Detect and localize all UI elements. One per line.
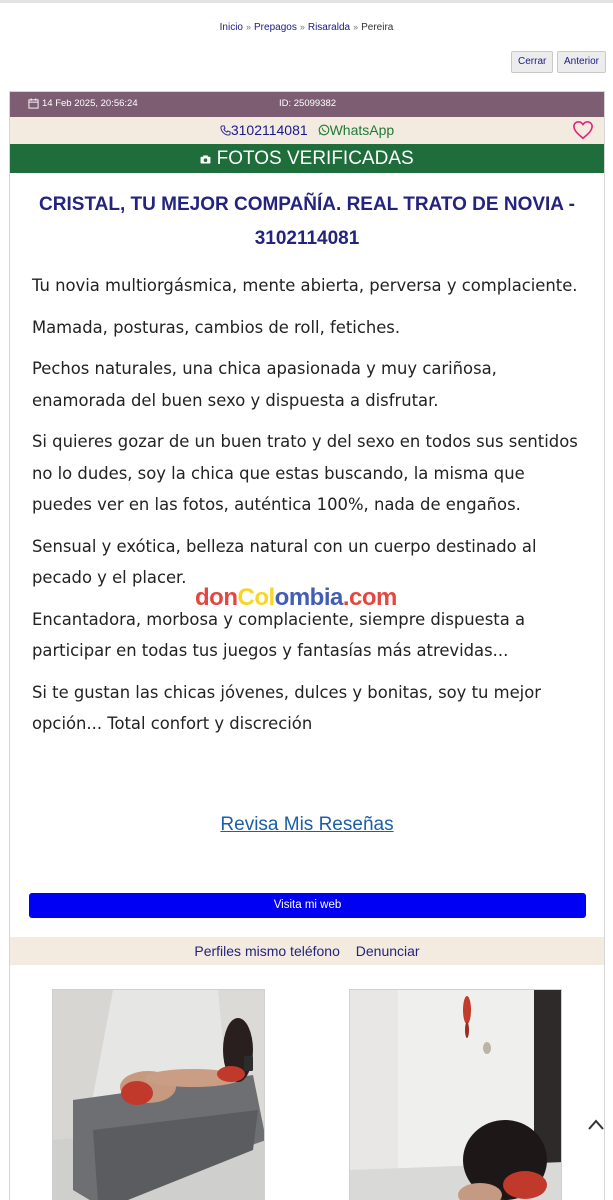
chevron-up-icon[interactable] xyxy=(586,1115,606,1135)
breadcrumb-current: Pereira xyxy=(361,22,394,33)
description-paragraph: Pechos naturales, una chica apasionada y muy cariñosa, enamorada del buen sexo y dispuesta a disfrutar. xyxy=(32,359,497,410)
heart-icon[interactable] xyxy=(572,120,594,140)
listing-card xyxy=(9,91,605,1200)
visit-web-button[interactable]: Visita mi web xyxy=(29,893,586,918)
reviews-link[interactable]: Revisa Mis Reseñas xyxy=(220,814,394,835)
photo-image xyxy=(350,990,562,1200)
same-phone-profiles-link[interactable]: Perfiles mismo teléfono xyxy=(194,943,340,959)
phone-number: 3102114081 xyxy=(230,122,308,138)
description-paragraph: Mamada, posturas, cambios de roll, fetiches. xyxy=(32,317,401,337)
listing-meta-bar xyxy=(10,92,604,117)
reviews-container xyxy=(10,814,604,836)
listing-date xyxy=(28,98,138,109)
description-paragraph: Encantadora, morbosa y complaciente, siempre dispuesta a participar en todas tus juegos y fantasías más atrevidas... xyxy=(32,609,525,660)
profile-links-bar xyxy=(10,937,604,965)
listing-description xyxy=(32,270,584,740)
breadcrumb-separator: » xyxy=(246,22,252,32)
site-watermark: donColombia.com xyxy=(195,584,397,611)
profile-photo[interactable] xyxy=(349,989,562,1200)
breadcrumb-prepagos[interactable]: Prepagos xyxy=(254,22,297,33)
camera-icon xyxy=(200,155,211,164)
breadcrumb-separator: » xyxy=(353,22,359,32)
description-paragraph: Si quieres gozar de un buen trato y del sexo en todos sus sentidos no lo dudes, soy la chica que estas buscando, la misma que puedes ver en las fotos, auténtica 100%, nada de engaños. xyxy=(32,432,578,514)
photo-image xyxy=(53,990,265,1200)
whatsapp-icon xyxy=(318,124,330,136)
contact-bar xyxy=(10,117,604,144)
phone-icon xyxy=(220,125,231,136)
description-paragraph: Si te gustan las chicas jóvenes, dulces y bonitas, soy tu mejor opción... Total confort y discreción xyxy=(32,682,541,733)
listing-date-text: 14 Feb 2025, 20:56:24 xyxy=(42,98,138,109)
close-button[interactable]: Cerrar xyxy=(511,51,553,73)
description-paragraph: Tu novia multiorgásmica, mente abierta, perversa y complaciente. xyxy=(32,276,578,295)
breadcrumb-risaralda[interactable]: Risaralda xyxy=(307,22,351,33)
breadcrumb xyxy=(0,22,613,33)
top-divider xyxy=(0,0,613,3)
whatsapp-label: WhatsApp xyxy=(329,122,395,138)
listing-id: ID: 25099382 xyxy=(279,98,337,109)
description-paragraph: Sensual y exótica, belleza natural con un cuerpo destinado al pecado y el placer. xyxy=(32,536,537,587)
verified-photos-banner xyxy=(10,144,604,173)
previous-button[interactable]: Anterior xyxy=(557,51,606,73)
phone-link[interactable] xyxy=(220,122,312,138)
calendar-icon xyxy=(28,98,39,109)
breadcrumb-separator: » xyxy=(299,22,305,32)
listing-title: CRISTAL, TU MEJOR COMPAÑÍA. REAL TRATO DE NOVIA - 3102114081 xyxy=(39,194,575,249)
breadcrumb-home[interactable]: Inicio xyxy=(219,22,243,33)
verified-label: FOTOS VERIFICADAS xyxy=(216,148,414,169)
report-link[interactable]: Denunciar xyxy=(355,943,420,959)
profile-photo[interactable] xyxy=(52,989,265,1200)
whatsapp-link[interactable] xyxy=(318,122,395,138)
